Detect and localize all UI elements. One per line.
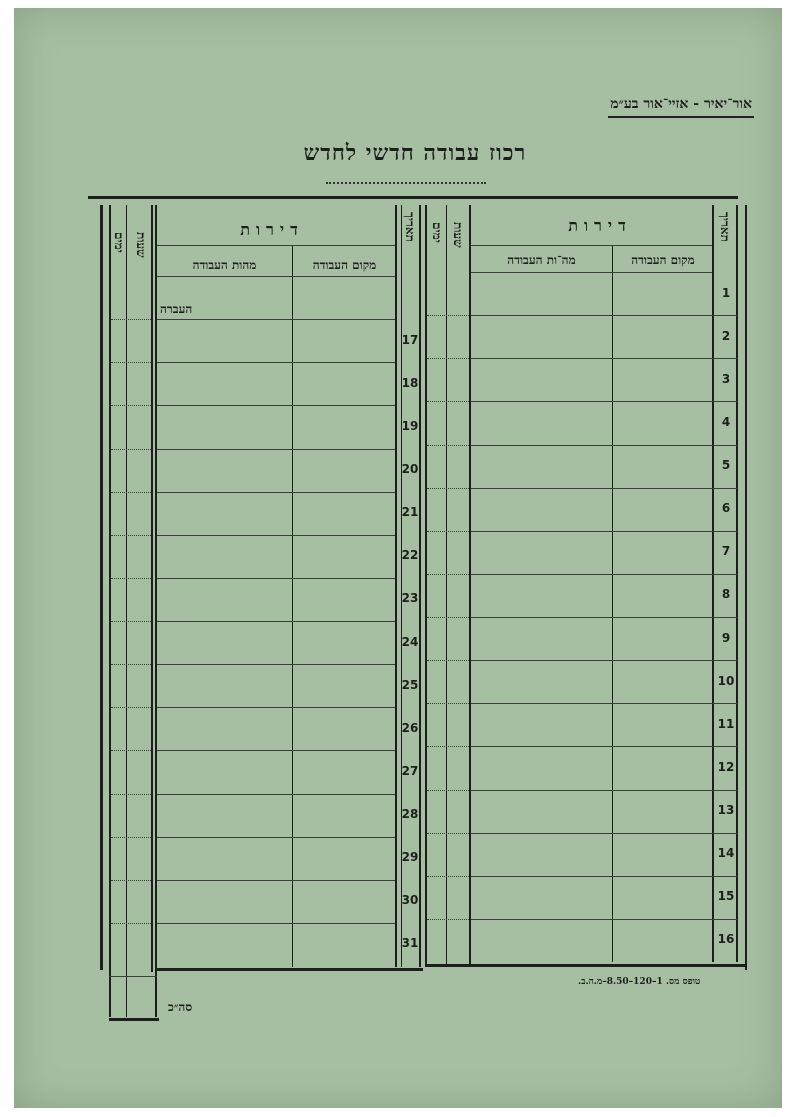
form-title: רכוז עבודה חדשי לחדש xyxy=(303,140,527,166)
left-row-dotted-rule xyxy=(111,707,151,708)
left-day-number: 17 xyxy=(401,333,419,347)
left-day-number: 26 xyxy=(401,721,419,735)
left-row-dotted-rule xyxy=(111,794,151,795)
left-work-place-heading: מקום העבודה xyxy=(312,258,377,272)
right-row-rule xyxy=(471,315,737,316)
left-row-rule xyxy=(157,621,395,622)
right-row-dotted-rule xyxy=(427,445,469,446)
right-group-heading: דירות xyxy=(568,216,632,235)
left-day-number: 30 xyxy=(401,893,419,907)
total-row-top xyxy=(109,976,157,977)
transfer-label: העברה xyxy=(160,302,193,316)
left-row-dotted-rule xyxy=(111,837,151,838)
left-day-number: 29 xyxy=(401,850,419,864)
left-day-number: 24 xyxy=(401,635,419,649)
right-header-rule xyxy=(471,272,712,273)
left-day-number: 28 xyxy=(401,807,419,821)
right-day-number: 3 xyxy=(721,372,731,386)
left-days-hours-divider xyxy=(126,205,127,1017)
total-label: סה״כ xyxy=(168,1000,193,1014)
left-day-number: 23 xyxy=(401,591,419,605)
left-table-edge xyxy=(100,205,103,970)
right-row-rule xyxy=(471,703,737,704)
left-row-dotted-rule xyxy=(111,621,151,622)
left-row-dotted-rule xyxy=(111,405,151,406)
right-day-number: 14 xyxy=(717,846,735,860)
right-row-dotted-rule xyxy=(427,746,469,747)
left-row-rule xyxy=(157,319,395,320)
right-row-dotted-rule xyxy=(427,315,469,316)
left-row-rule xyxy=(157,449,395,450)
left-row-rule xyxy=(157,707,395,708)
right-day-number: 12 xyxy=(717,760,735,774)
right-day-number: 6 xyxy=(721,501,731,515)
left-hours-outer-divider xyxy=(155,205,157,1017)
right-date-divider xyxy=(712,205,714,962)
right-row-rule xyxy=(471,919,737,920)
left-row-dotted-rule xyxy=(111,449,151,450)
left-row-rule xyxy=(157,578,395,579)
right-row-rule xyxy=(471,790,737,791)
left-row-rule xyxy=(157,664,395,665)
left-day-number: 27 xyxy=(401,764,419,778)
right-row-dotted-rule xyxy=(427,833,469,834)
left-row-rule xyxy=(157,492,395,493)
left-day-number: 20 xyxy=(401,462,419,476)
right-row-dotted-rule xyxy=(427,660,469,661)
left-row-dotted-rule xyxy=(111,492,151,493)
right-date-heading: תאריך xyxy=(718,212,732,242)
left-day-number: 21 xyxy=(401,505,419,519)
left-row-dotted-rule xyxy=(111,750,151,751)
left-row-rule xyxy=(157,837,395,838)
left-table-bottom-rule xyxy=(157,968,423,971)
right-hours-heading: שעות xyxy=(451,222,465,248)
left-date-divider xyxy=(395,205,397,967)
right-day-number: 11 xyxy=(717,717,735,731)
right-row-rule xyxy=(471,531,737,532)
right-day-number: 8 xyxy=(721,587,731,601)
company-name: אור־יאיר - אזיי־אור בע״מ xyxy=(608,96,754,118)
left-day-number: 31 xyxy=(401,936,419,950)
left-row-rule xyxy=(157,880,395,881)
left-day-number: 18 xyxy=(401,376,419,390)
right-row-rule xyxy=(471,617,737,618)
left-day-number: 22 xyxy=(401,548,419,562)
left-row-rule xyxy=(157,750,395,751)
month-fill-line xyxy=(326,182,486,184)
total-row-bottom xyxy=(109,1018,159,1021)
right-row-dotted-rule xyxy=(427,358,469,359)
right-row-rule xyxy=(471,574,737,575)
left-work-nature-heading: מהות העבודה xyxy=(192,258,257,272)
left-group-rule xyxy=(157,245,395,246)
left-row-rule xyxy=(157,535,395,536)
right-row-rule xyxy=(471,401,737,402)
right-row-dotted-rule xyxy=(427,531,469,532)
right-day-number: 4 xyxy=(721,415,731,429)
right-day-number: 7 xyxy=(721,544,731,558)
left-row-dotted-rule xyxy=(111,923,151,924)
right-row-rule xyxy=(471,445,737,446)
left-hours-divider xyxy=(151,205,153,972)
left-row-dotted-rule xyxy=(111,880,151,881)
right-day-number: 1 xyxy=(721,286,731,300)
right-row-dotted-rule xyxy=(427,574,469,575)
right-group-rule xyxy=(471,245,712,246)
left-row-rule xyxy=(157,405,395,406)
left-row-dotted-rule xyxy=(111,535,151,536)
right-row-dotted-rule xyxy=(427,876,469,877)
left-date-heading: תאריך xyxy=(403,212,417,242)
left-days-heading: ימים xyxy=(112,232,126,253)
left-row-rule xyxy=(157,794,395,795)
print-note: טופס מס. 1–120–8.50–מ.ה.ב. xyxy=(578,977,701,987)
right-day-number: 15 xyxy=(717,889,735,903)
right-day-number: 5 xyxy=(721,458,731,472)
right-row-rule xyxy=(471,488,737,489)
left-header-rule xyxy=(157,276,395,277)
right-day-number: 10 xyxy=(717,674,735,688)
right-nature-divider xyxy=(469,205,471,967)
left-days-edge xyxy=(109,205,111,1017)
right-row-rule xyxy=(471,746,737,747)
right-row-dotted-rule xyxy=(427,401,469,402)
right-days-heading: ימים xyxy=(430,222,444,243)
right-row-dotted-rule xyxy=(427,790,469,791)
right-day-number: 9 xyxy=(721,631,731,645)
right-row-dotted-rule xyxy=(427,703,469,704)
left-row-dotted-rule xyxy=(111,319,151,320)
left-row-dotted-rule xyxy=(111,664,151,665)
right-days-divider xyxy=(425,205,427,967)
left-place-divider xyxy=(292,245,293,967)
right-day-number: 2 xyxy=(721,329,731,343)
left-row-dotted-rule xyxy=(111,578,151,579)
left-day-number: 19 xyxy=(401,419,419,433)
left-row-rule xyxy=(157,362,395,363)
left-row-dotted-rule xyxy=(111,362,151,363)
right-table-outer-edge xyxy=(745,205,747,970)
right-row-dotted-rule xyxy=(427,488,469,489)
right-hours-divider xyxy=(446,205,447,967)
right-work-place-heading: מקום העבודה xyxy=(631,253,695,267)
right-row-rule xyxy=(471,833,737,834)
right-place-divider xyxy=(612,245,613,962)
left-day-number: 25 xyxy=(401,678,419,692)
right-work-nature-heading: מה־ות העבודה xyxy=(507,253,576,267)
right-table-bottom-rule xyxy=(425,964,747,967)
right-day-number: 16 xyxy=(717,932,735,946)
table-top-rule xyxy=(88,196,738,199)
right-row-dotted-rule xyxy=(427,617,469,618)
right-row-rule xyxy=(471,876,737,877)
left-group-heading: דירות xyxy=(240,220,304,239)
right-row-dotted-rule xyxy=(427,919,469,920)
left-row-rule xyxy=(157,923,395,924)
right-row-rule xyxy=(471,358,737,359)
right-day-number: 13 xyxy=(717,803,735,817)
right-row-rule xyxy=(471,660,737,661)
left-hours-heading: שעות xyxy=(134,232,148,258)
